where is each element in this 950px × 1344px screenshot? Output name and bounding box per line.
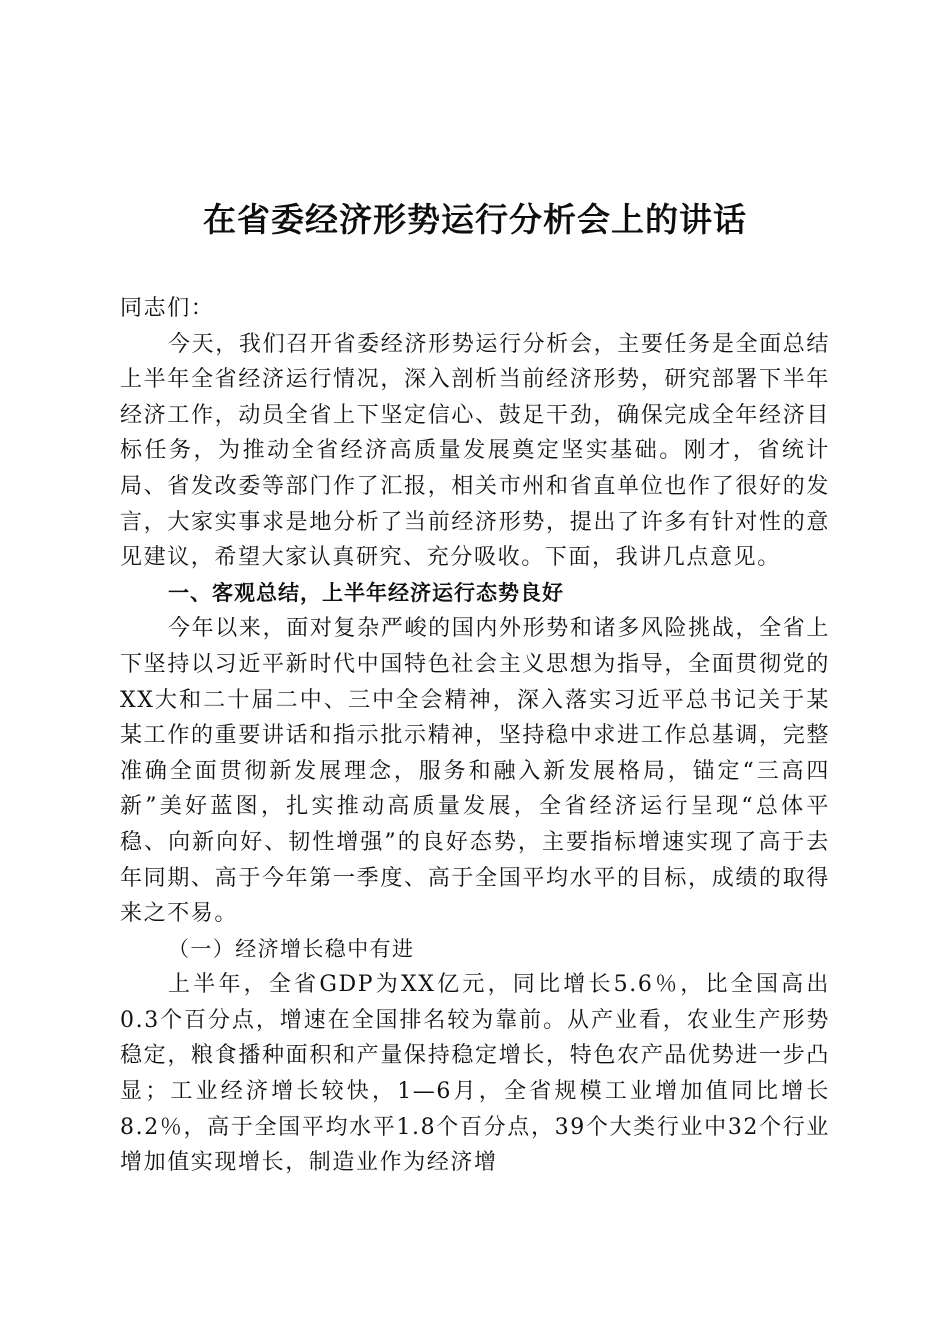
section-heading-1: 一、客观总结，上半年经济运行态势良好 [168, 580, 564, 605]
subsection-1-paragraph: 上半年，全省GDP为XX亿元，同比增长5.6％，比全国高出0.3个百分点，增速在全国排名较为靠前。从产业看，农业生产形势稳定，粮食播种面积和产量保持稳定增长，特色农产品优势进一步凸显；工业经济增长较快，1—6月，全省规模工业增加值同比增长8.2％，高于全国平均水平1.8个百分点，39个大类行业中32个行业增加值实现增长，制造业作为经济增 [120, 972, 830, 1176]
section-1-paragraph: 今年以来，面对复杂严峻的国内外形势和诸多风险挑战，全省上下坚持以习近平新时代中国特色社会主义思想为指导，全面贯彻党的XX大和二十届二中、三中全会精神，深入落实习近平总书记关于某某工作的重要讲话和指示批示精神，坚持稳中求进工作总基调，完整准确全面贯彻新发展理念，服务和融入新发展格局，锚定“三高四新”美好蓝图，扎实推动高质量发展，全省经济运行呈现“总体平稳、向新向好、韧性增强”的良好态势，主要指标增速实现了高于去年同期、高于今年第一季度、高于全国平均水平的目标，成绩的取得来之不易。 [120, 616, 830, 927]
document-title: 在省委经济形势运行分析会上的讲话 [203, 200, 747, 239]
document-body [120, 291, 830, 1181]
salutation: 同志们： [120, 296, 215, 321]
opening-paragraph: 今天，我们召开省委经济形势运行分析会，主要任务是全面总结上半年全省经济运行情况，深入剖析当前经济形势，研究部署下半年经济工作，动员全省上下坚定信心、鼓足干劲，确保完成全年经济目标任务，为推动全省经济高质量发展奠定坚实基础。刚才，省统计局、省发改委等部门作了汇报，相关市州和省直单位也作了很好的发言，大家实事求是地分析了当前经济形势，提出了许多有针对性的意见建议，希望大家认真研究、充分吸收。下面，我讲几点意见。 [120, 331, 830, 571]
subsection-heading-1: （一）经济增长稳中有进 [168, 936, 415, 961]
